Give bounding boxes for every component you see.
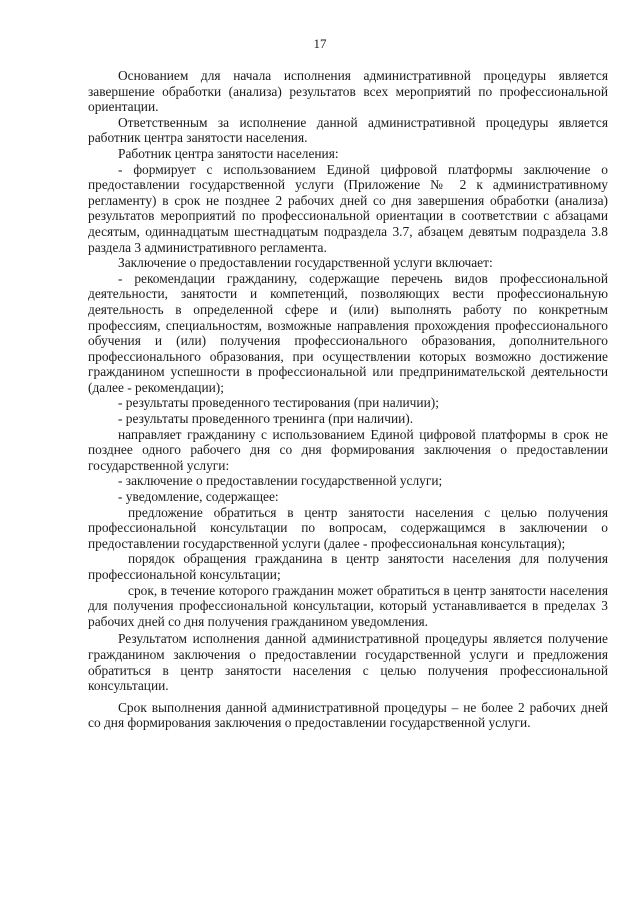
paragraph-forms-conclusion: - формирует с использованием Единой цифровой платформы заключение о предоставлении государственной услуги (Приложение № 2 к административному регламенту) в срок не позднее 2 рабочих дней со дня завершения обработки (анализа) результатов мероприятий по профессиональной ориентации в соответствии с абзацами десятым, одиннадцатым шестнадцатым подраздела 3.7, абзацем девятым подраздела 3.8 раздела 3 административного регламента. [88,161,608,255]
paragraph-recommendations: - рекомендации гражданину, содержащие перечень видов профессиональной деятельности, занятости и компетенций, позволяющих вести профессиональную деятельность в определенной сфере и (или) выполнять работу по конкретным профессиям, специальностям, возможные направления прохождения профессионального обучения и (или) получения профессионального образования, дополнительного профессионального образования, при осуществлении которых возможно достижение гражданином успешности в профессиональной или предпринимательской деятельности (далее - рекомендации); [88,270,608,395]
document-body [88,68,608,731]
paragraph-result: Результатом исполнения данной административной процедуры является получение гражданином заключения о предоставлении государственной услуги и предложения обратиться в центр занятости населения с целью получения профессиональной консультации. [88,631,608,694]
paragraph-worker-intro: Работник центра занятости населения: [118,145,339,161]
paragraph-conclusion-includes: Заключение о предоставлении государственной услуги включает: [118,255,493,271]
paragraph-offer: предложение обратиться в центр занятости населения с целью получения профессиональной консультации по вопросам, содержащимся в заключении о предоставлении государственной услуги (далее - профессиональная консультация); [88,504,608,551]
paragraph-conclusion-item: - заключение о предоставлении государственной услуги; [118,473,443,489]
paragraph-basis: Основанием для начала исполнения административной процедуры является завершение обработки (анализа) результатов всех мероприятий по профессиональной ориентации. [88,68,608,115]
paragraph-training-results: - результаты проведенного тренинга (при наличии). [118,411,414,427]
page-number: 17 [313,36,327,51]
paragraph-term: Срок выполнения данной административной процедуры – не более 2 рабочих дней со дня формирования заключения о предоставлении государственной услуги. [88,699,608,731]
paragraph-notification-item: - уведомление, содержащее: [118,489,279,505]
paragraph-procedure: порядок обращения гражданина в центр занятости населения для получения профессиональной консультации; [88,551,608,582]
paragraph-testing-results: - результаты проведенного тестирования (при наличии); [118,395,439,411]
paragraph-deadline: срок, в течение которого гражданин может обратиться в центр занятости населения для получения профессиональной консультации, который устанавливается в пределах 3 рабочих дней со дня получения гражданином уведомления. [88,582,608,629]
paragraph-sends-citizen: направляет гражданину с использованием Единой цифровой платформы в срок не позднее одного рабочего дня со дня формирования заключения о предоставлении государственной услуги: [88,426,608,473]
paragraph-responsible: Ответственным за исполнение данной административной процедуры является работник центра занятости населения. [88,114,608,146]
